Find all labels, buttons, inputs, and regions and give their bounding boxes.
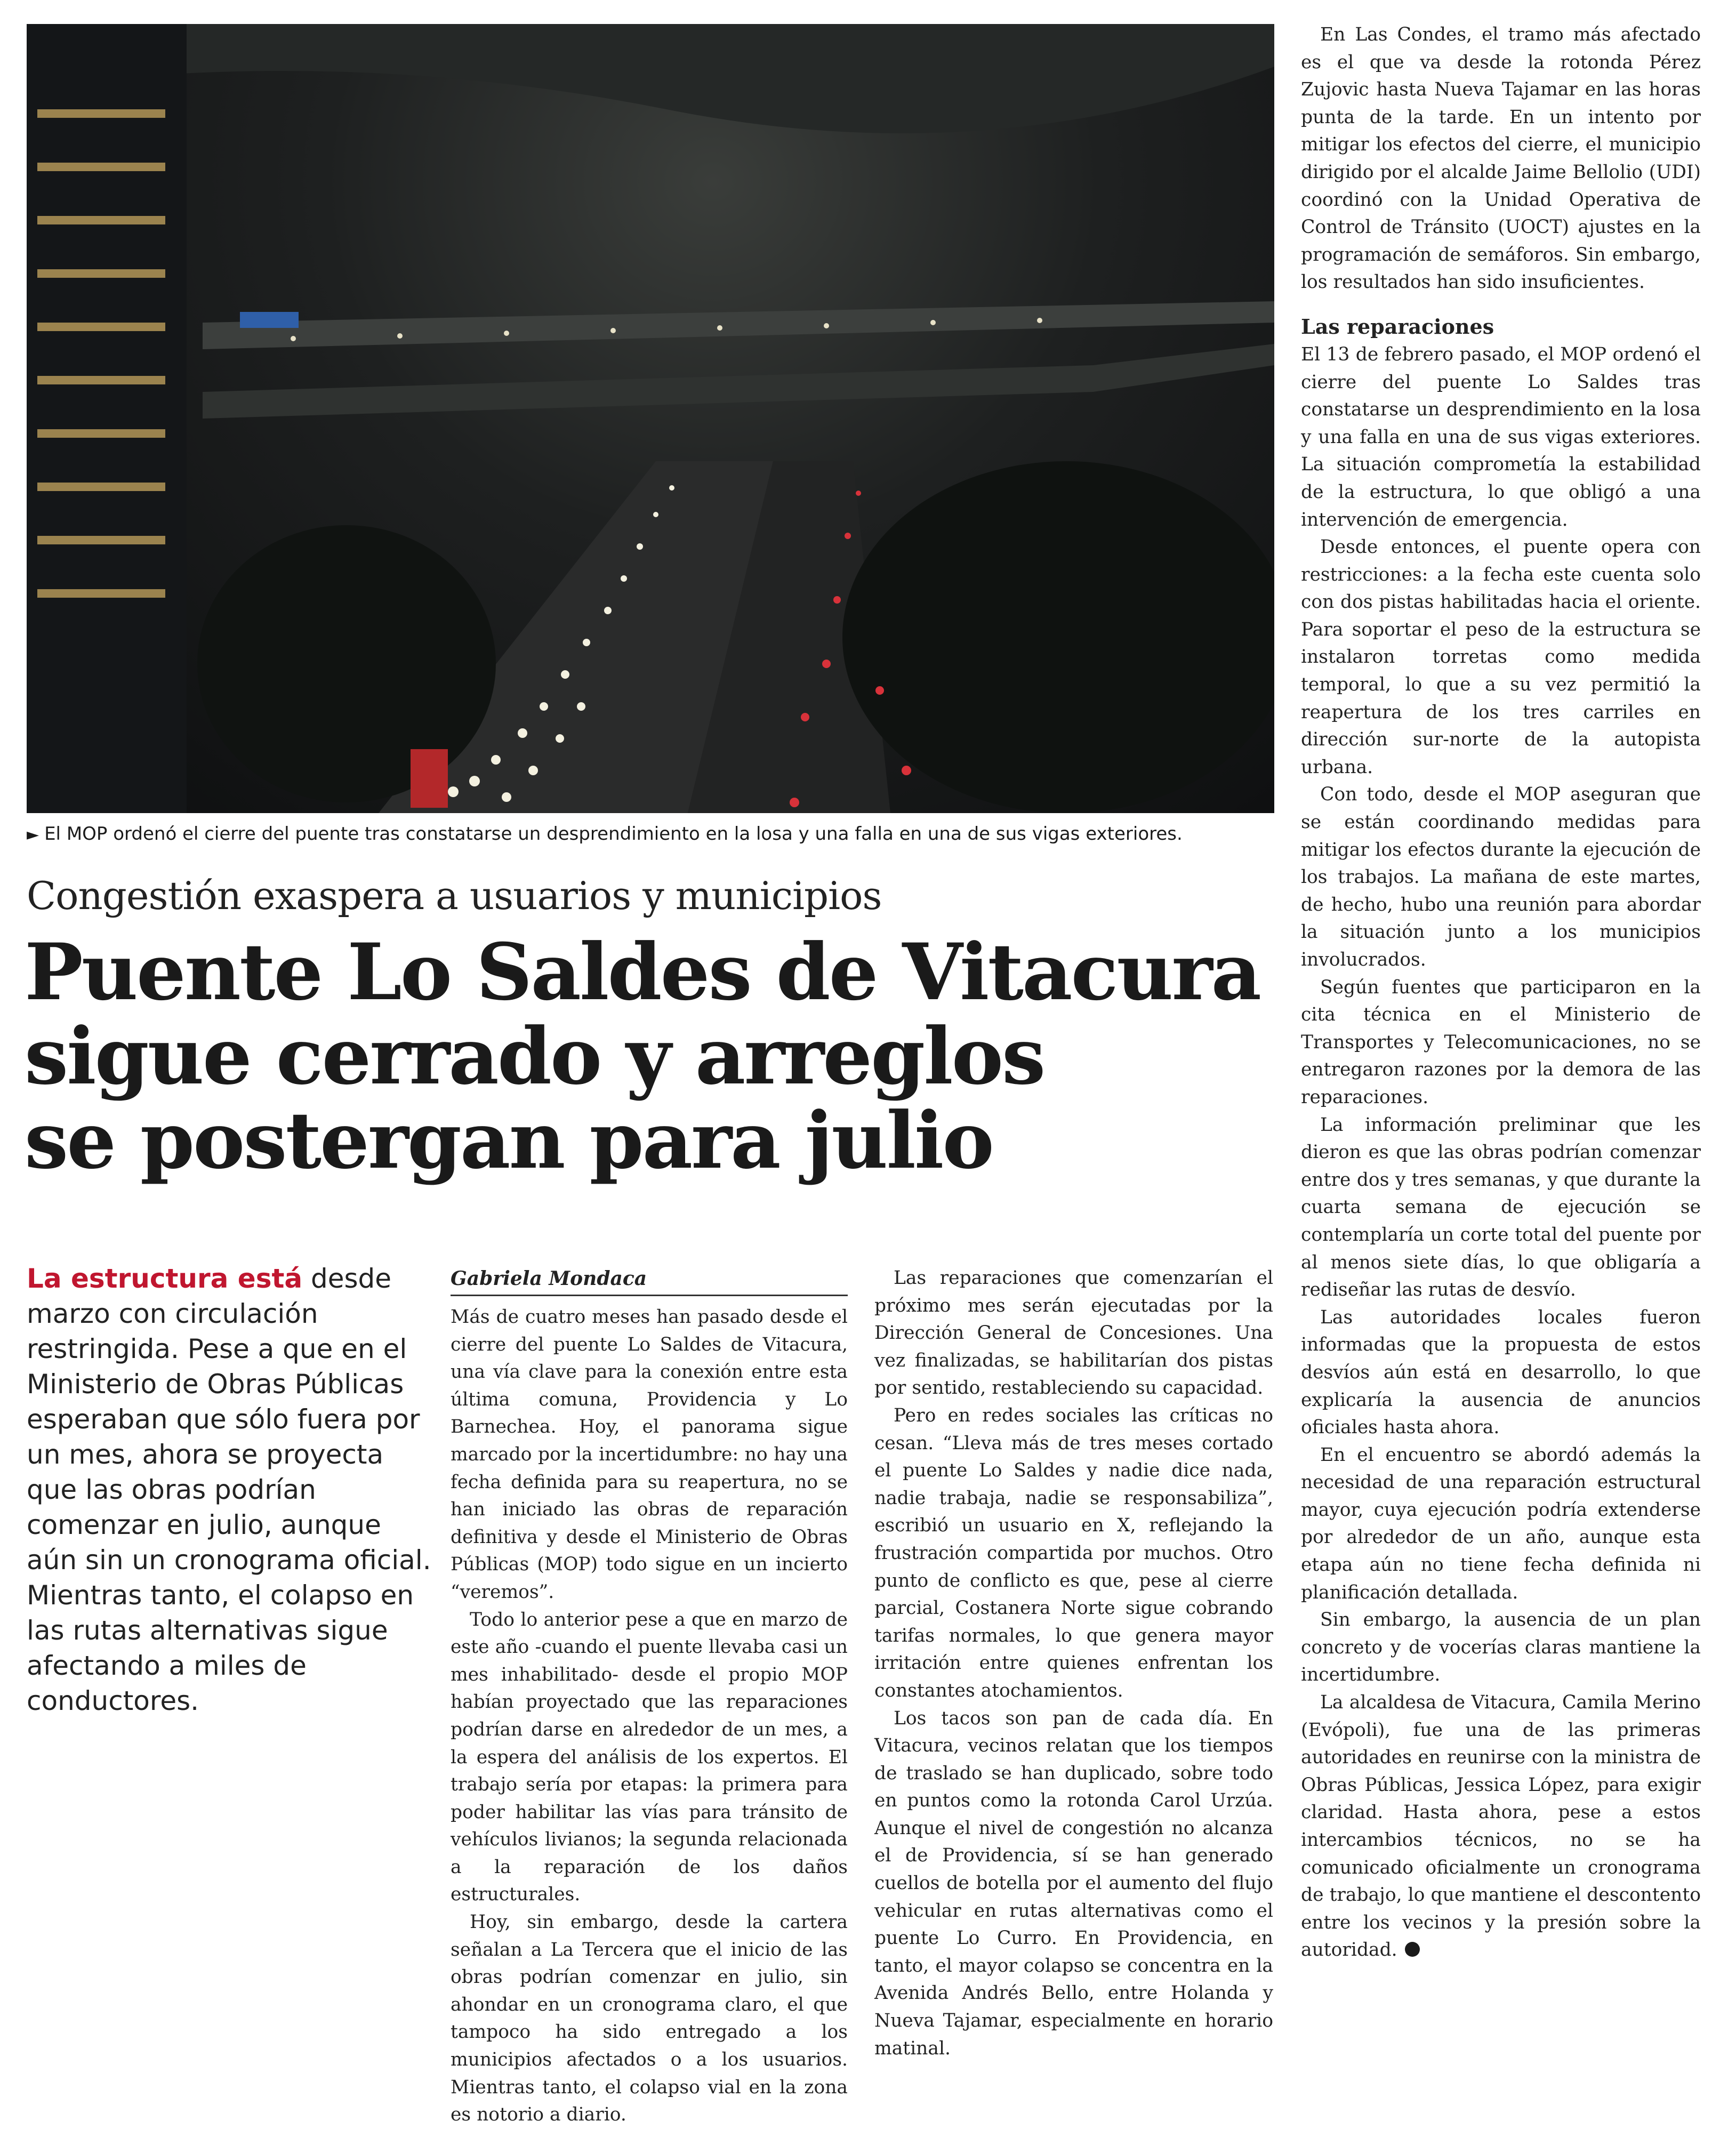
caption-arrow-icon: ►	[27, 825, 39, 844]
body-paragraph-15: Sin embargo, la ausencia de un plan concreto y de vocerías claras mantiene la incertidumbre.	[1301, 1609, 1701, 1686]
lead-text: desde marzo con circulación restringida. Pese a que en el Ministerio de Obras Públicas esperaban que sólo fuera por un mes, ahora se proyecta que las obras podrían comenzar en julio, aunque aún sin un cronograma oficial. Mientras tanto, el colapso en las rutas alternativas sigue afectando a miles de conductores.	[27, 1263, 431, 1716]
lead-highlight: La estructura está	[27, 1263, 303, 1294]
body-paragraph-8: El 13 de febrero pasado, el MOP ordenó el cierre del puente Lo Saldes tras constatarse un desprendimiento en la losa y una falla en una de sus vigas exteriores. La situación comprometía la estabilidad de la estructura, lo que obligó a una intervención de emergencia.	[1301, 343, 1701, 531]
body-paragraph-7: En Las Condes, el tramo más afectado es el que va desde la rotonda Pérez Zujovic hasta Nueva Tajamar en las horas punta de la tarde. En un intento por mitigar los efectos del cierre, el municipio dirigido por el alcalde Jaime Bellolio (UDI) coordinó con la Unidad Operativa de Control de Tránsito (UOCT) ajustes en la programación de semáforos. Sin embargo, los resultados han sido insuficientes.	[1301, 24, 1701, 293]
photo-caption	[27, 821, 1274, 848]
body-paragraph-1: Más de cuatro meses han pasado desde el cierre del puente Lo Saldes de Vitacura, una vía clave para la conexión entre esta última comuna, Providencia y Lo Barnechea. Hoy, el panorama sigue marcado por la incertidumbre: no hay una fecha definida para su reapertura, no se han iniciado las obras de reparación definitiva y desde el Ministerio de Obras Públicas (MOP) todo sigue en un incierto “veremos”.	[451, 1306, 848, 1603]
body-paragraph-16-text: La alcaldesa de Vitacura, Camila Merino (Evópoli), fue una de las primeras autoridades en reunirse con la ministra de Obras Públicas, Jessica López, para exigir claridad. Hasta ahora, pese a estos intercambios técnicos, no se ha comunicado oficialmente un cronograma de trabajo, lo que mantiene el descontento entre los vecinos y la presión sobre la autoridad.	[1301, 1692, 1701, 1961]
body-paragraph-14: En el encuentro se abordó además la necesidad de una reparación estructural mayor, cuya ejecución podría extenderse por alrededor de un año, aunque esta etapa aún no tiene fecha definida ni planificación detallada.	[1301, 1444, 1701, 1603]
body-paragraph-10: Con todo, desde el MOP aseguran que se están coordinando medidas para mitigar los efectos durante la ejecución de los trabajos. La mañana de este martes, de hecho, hubo una reunión para abordar la situación junto a los municipios involucrados.	[1301, 784, 1701, 970]
article-column-3	[1301, 21, 1701, 1964]
body-paragraph-5: Pero en redes sociales las críticas no cesan. “Lleva más de tres meses cortado el puente Lo Saldes y nadie dice nada, nadie trabaja, nadie se responsabiliza”, escribió un usuario en X, reflejando la frustración compartida por muchos. Otro punto de conflicto es que, pese al cierre parcial, Costanera Norte sigue cobrando tarifas normales, lo que genera mayor irritación entre quienes enfrentan los constantes atochamientos.	[874, 1404, 1273, 1701]
body-paragraph-13: Las autoridades locales fueron informadas que la propuesta de estos desvíos aún está en desarrollo, lo que explicaría la ausencia de anuncios oficiales hasta ahora.	[1301, 1306, 1701, 1439]
body-paragraph-4: Las reparaciones que comenzarían el próximo mes serán ejecutadas por la Dirección General de Concesiones. Una vez finalizadas, se habilitarían dos pistas por sentido, restableciendo su capacidad.	[874, 1267, 1273, 1399]
headline	[25, 927, 1260, 1186]
article-column-1	[451, 1265, 848, 2129]
headline-line-1: Puente Lo Saldes de Vitacura	[25, 927, 1260, 1018]
kicker: Congestión exaspera a usuarios y municipios	[27, 873, 882, 918]
body-paragraph-16	[1301, 1689, 1701, 1964]
body-paragraph-11: Según fuentes que participaron en la cita técnica en el Ministerio de Transportes y Telecomunicaciones, no se entregaron razones por la demora de las reparaciones.	[1301, 976, 1701, 1108]
headline-line-3: se postergan para julio	[25, 1095, 993, 1186]
night-traffic-photo	[27, 24, 1274, 813]
headline-line-2: sigue cerrado y arreglos	[25, 1011, 1044, 1102]
end-mark-icon	[1405, 1942, 1420, 1957]
article-column-2	[874, 1265, 1273, 2062]
byline: Gabriela Mondaca	[451, 1265, 848, 1296]
body-paragraph-12: La información preliminar que les dieron es que las obras podrían comenzar entre dos y tres semanas, y que durante la cuarta semana de ejecución se contemplaría un corte total del puente por al menos siete días, lo que obligaría a rediseñar las rutas de desvío.	[1301, 1114, 1701, 1301]
body-paragraph-2: Todo lo anterior pese a que en marzo de este año -cuando el puente llevaba casi un mes inhabilitado- desde el propio MOP habían proyectado que las reparaciones podrían darse en alrededor de un mes, a la espera del análisis de los expertos. El trabajo sería por etapas: la primera para poder habilitar las vías para tránsito de vehículos livianos; la segunda relacionada a la reparación de los daños estructurales.	[451, 1609, 848, 1906]
body-paragraph-3: Hoy, sin embargo, desde la cartera señalan a La Tercera que el inicio de las obras podrían comenzar en julio, sin ahondar en un cronograma claro, el que tampoco ha sido entregado a los municipios afectados o a los usuarios. Mientras tanto, el colapso vial en la zona es notorio a diario.	[451, 1911, 848, 2126]
caption-text: El MOP ordenó el cierre del puente tras constatarse un desprendimiento en la losa y una falla en una de sus vigas exteriores.	[44, 823, 1183, 845]
lead-paragraph	[27, 1261, 432, 1718]
photo-illustration	[27, 24, 1274, 813]
subhead-reparaciones: Las reparaciones	[1301, 314, 1494, 339]
body-paragraph-9: Desde entonces, el puente opera con restricciones: a la fecha este cuenta solo con dos pistas habilitadas hacia el oriente. Para soportar el peso de la estructura se instalaron torretas como medida temporal, lo que a su vez permitió la reapertura de los tres carriles en dirección sur-norte de la autopista urbana.	[1301, 536, 1701, 778]
body-paragraph-6: Los tacos son pan de cada día. En Vitacura, vecinos relatan que los tiempos de traslado se han duplicado, sobre todo en puntos como la rotonda Carol Urzúa. Aunque el nivel de congestión no alcanza el de Providencia, sí se han generado cuellos de botella por el aumento del flujo vehicular en rutas alternativas como el puente Lo Curro. En Providencia, en tanto, el mayor colapso se concentra en la Avenida Andrés Bello, entre Holanda y Nueva Tajamar, especialmente en horario matinal.	[874, 1707, 1273, 2059]
